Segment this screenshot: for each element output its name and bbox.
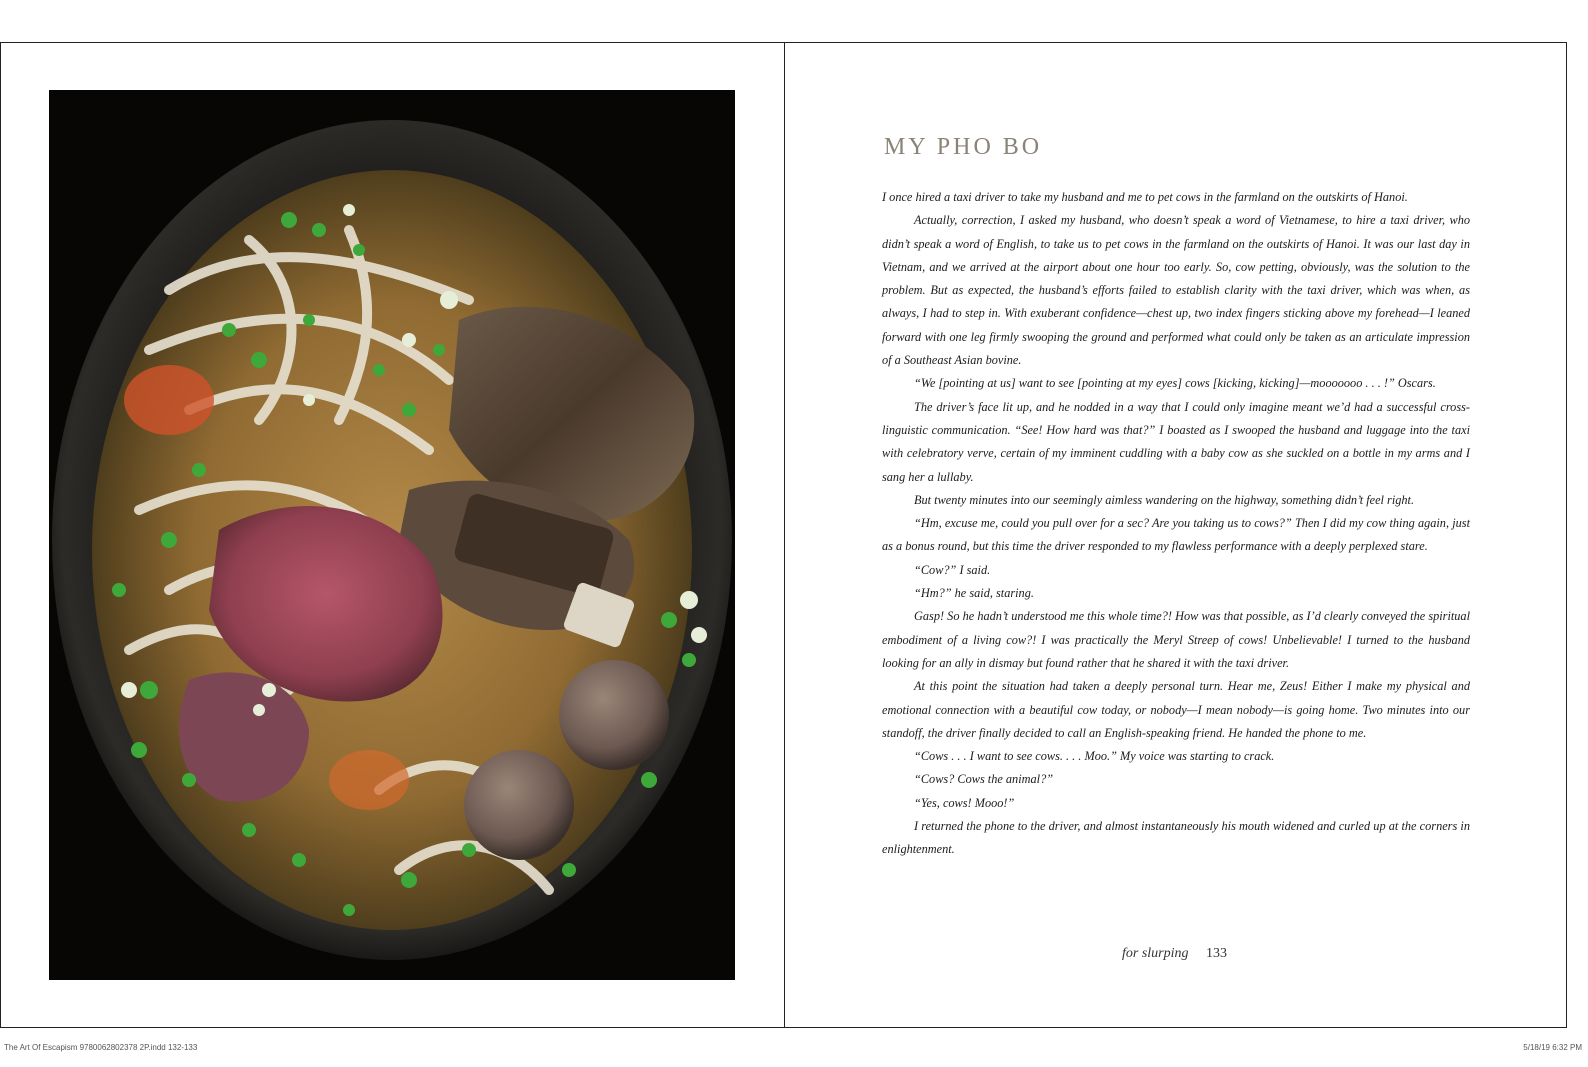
paragraph: “Cow?” I said.	[914, 562, 991, 577]
body-text	[882, 186, 1470, 862]
paragraph: Gasp! So he hadn’t understood me this whole time?! How was that possible, as I’d clearly conveyed the spiritual embodiment of a living cow?! I was practically the Meryl Streep of cows! Unbelievable! I turned to the husband looking for an ally in dismay but found rather that he shared it with the taxi driver.	[882, 609, 1470, 670]
paragraph: “Yes, cows! Mooo!”	[914, 795, 1015, 810]
printer-slug-left: The Art Of Escapism 9780062802378 2P.indd 132-133	[4, 1043, 198, 1052]
page-folio	[1122, 946, 1227, 962]
paragraph: I once hired a taxi driver to take my husband and me to pet cows in the farmland on the outskirts of Hanoi.	[882, 190, 1408, 204]
pho-bowl-illustration	[49, 90, 735, 980]
paragraph: “We [pointing at us] want to see [pointing at my eyes] cows [kicking, kicking]—mooooooo . . . !” Oscars.	[914, 376, 1436, 391]
pho-photo	[49, 90, 735, 980]
paragraph: “Cows? Cows the animal?”	[914, 772, 1054, 787]
page-number: 133	[1206, 946, 1228, 961]
paragraph: But twenty minutes into our seemingly aimless wandering on the highway, something didn’t feel right.	[914, 492, 1415, 507]
page-title: MY PHO BO	[884, 134, 1043, 160]
paragraph: “Cows . . . I want to see cows. . . . Moo.” My voice was starting to crack.	[914, 749, 1275, 764]
paragraph: At this point the situation had taken a deeply personal turn. Hear me, Zeus! Either I make my physical and emotional connection with a beautiful cow today, or nobody—I mean nobody—is going home. Two minutes into our standoff, the driver finally decided to call an English-speaking friend. He handed the phone to me.	[882, 679, 1470, 740]
page-gutter	[784, 42, 785, 1028]
folio-section: for slurping	[1122, 946, 1189, 961]
paragraph: The driver’s face lit up, and he nodded in a way that I could only imagine meant we’d had a successful cross-linguistic communication. “See! How hard was that?” I boasted as I swooped the husband and luggage into the taxi with celebratory verve, certain of my imminent cuddling with a baby cow as she suckled on a bottle in my arms and I sang her a lullaby.	[882, 399, 1470, 484]
paragraph: “Hm?” he said, staring.	[914, 586, 1034, 601]
paragraph: Actually, correction, I asked my husband, who doesn’t speak a word of Vietnamese, to hire a taxi driver, who didn’t speak a word of English, to take us to pet cows in the farmland on the outskirts of Hanoi. It was our last day in Vietnam, and we arrived at the airport about one hour too early. So, cow petting, obviously, was the solution to the problem. But as expected, the husband’s efforts failed to establish clarity with the taxi driver, which was when, as always, I had to step in. With exuberant confidence—chest up, two index fingers sticking above my forehead—I leaned forward with one leg firmly swooping the ground and performed what could only be taken as an articulate impression of a Southeast Asian bovine.	[882, 213, 1470, 368]
printer-slug-right: 5/18/19 6:32 PM	[1523, 1043, 1582, 1052]
paragraph: “Hm, excuse me, could you pull over for a sec? Are you taking us to cows?” Then I did my cow thing again, just as a bonus round, but this time the driver responded to my flawless performance with a deeply perplexed stare.	[882, 516, 1470, 554]
paragraph: I returned the phone to the driver, and almost instantaneously his mouth widened and curled up at the corners in enlightenment.	[882, 819, 1470, 857]
